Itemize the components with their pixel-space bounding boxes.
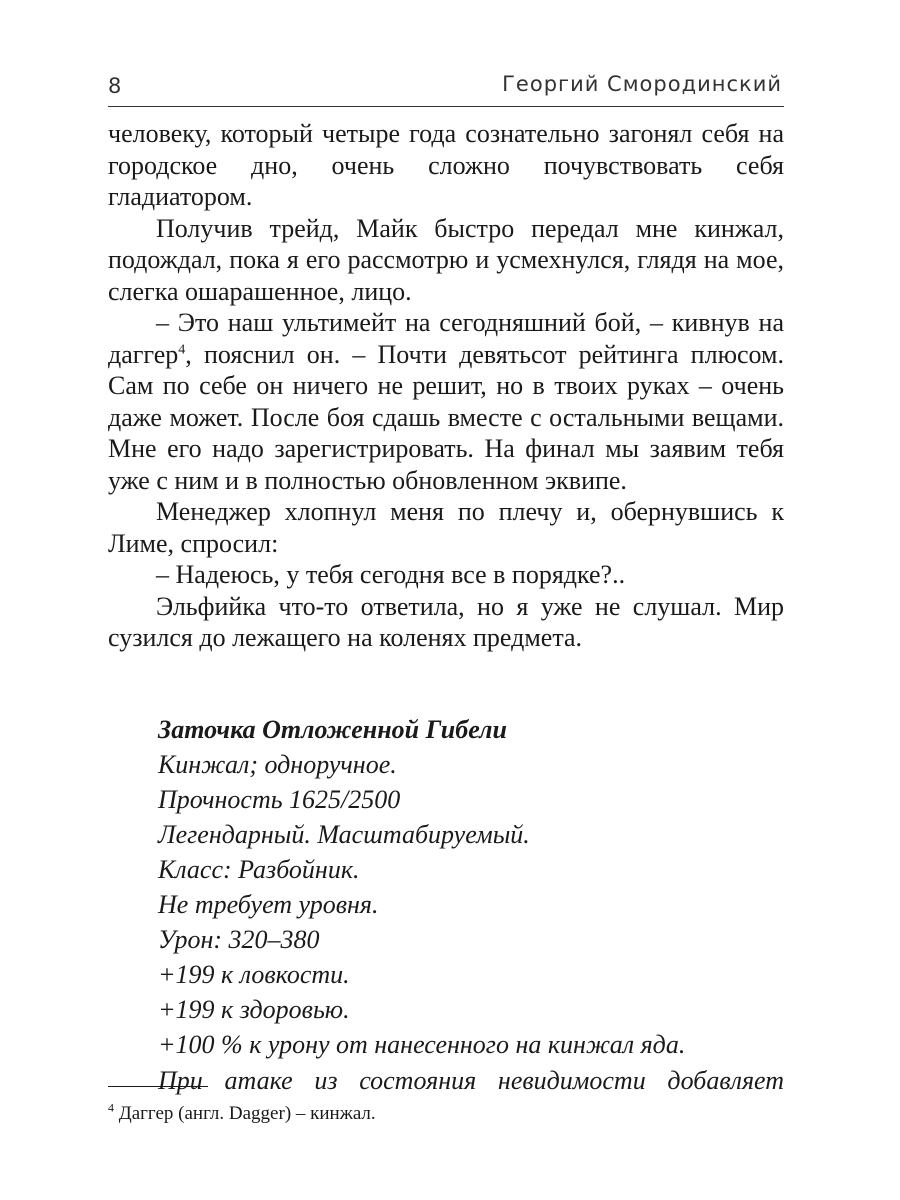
- footnote-reference[interactable]: 4: [178, 341, 186, 357]
- footnote-marker: 4: [108, 1100, 114, 1115]
- paragraph-dialogue: [108, 307, 784, 496]
- body-text: [108, 118, 784, 654]
- header-rule: [108, 106, 784, 107]
- item-stat-line: Легендарный. Масштабируемый.: [158, 820, 530, 849]
- item-stat-line: +199 к ловкости.: [158, 960, 350, 989]
- text-span: – Это наш ультимейт на сегодняшний бой, – кивнув на даггер: [108, 308, 784, 369]
- paragraph: Эльфийка что-то ответила, но я уже не слушал. Мир сузился до лежащего на коленях предмета.: [108, 591, 784, 652]
- item-stat-line: +100 % к урону от нанесенного на кинжал яда.: [158, 1030, 686, 1059]
- item-name: Заточка Отложенной Гибели: [158, 715, 507, 744]
- item-stat-line: Прочность 1625/2500: [158, 785, 401, 814]
- paragraph-dialogue: – Надеюсь, у тебя сегодня все в порядке?..: [156, 560, 626, 589]
- paragraph: Получив трейд, Майк быстро передал мне кинжал, подождал, пока я его рассмотрю и усмехнулся, глядя на мое, слегка ошарашенное, лицо.: [108, 213, 784, 306]
- paragraph: человеку, который четыре года сознательно загонял себя на городское дно, очень сложно почувствовать себя гладиатором.: [108, 119, 784, 211]
- footnote-rule: [108, 1086, 208, 1087]
- item-description: [158, 712, 784, 1098]
- footnote-text: Даггер (англ. Dagger) – кинжал.: [114, 1103, 376, 1124]
- item-stat-line: Не требует уровня.: [158, 890, 379, 919]
- page-number: 8: [108, 74, 122, 98]
- item-stat-line: +199 к здоровью.: [158, 995, 350, 1024]
- item-stat-line: Урон: 320–380: [158, 925, 320, 954]
- footnote: [108, 1102, 784, 1126]
- text-span: , пояснил он. – Почти девятьсот рейтинга плюсом. Сам по себе он ничего не решит, но в твоих руках – очень даже может. После боя сдашь вместе с остальными вещами. Мне его надо зарегистрировать. На финал мы заявим тебя уже с ним и в полностью обновленном эквипе.: [108, 339, 784, 495]
- item-stat-line: Класс: Разбойник.: [158, 855, 360, 884]
- paragraph: Менеджер хлопнул меня по плечу и, обернувшись к Лиме, спросил:: [108, 497, 784, 558]
- item-stat-line: Кинжал; одноручное.: [158, 750, 397, 779]
- item-stat-line: При атаке из состояния невидимости добавляет: [158, 1066, 784, 1095]
- running-head-author: Георгий Смородинский: [502, 72, 782, 96]
